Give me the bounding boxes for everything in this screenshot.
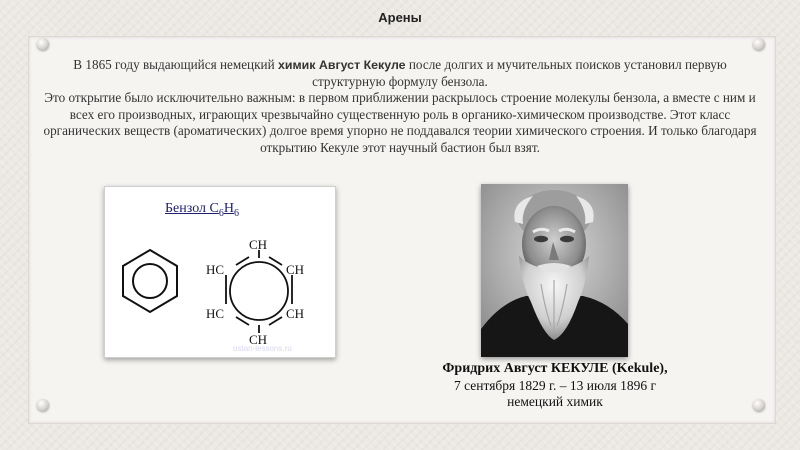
group-hc-lower-left: HC xyxy=(206,306,225,321)
caption-role: немецкий химик xyxy=(507,394,603,409)
intro-text-part2: после долгих и мучительных поисков установил первую структурную формулу бензола. xyxy=(312,57,727,89)
group-ch-upper-right: CH xyxy=(286,262,305,277)
benzene-formula-card xyxy=(104,186,336,358)
pin-bottom-right-icon xyxy=(753,399,765,411)
group-ch-top: CH xyxy=(249,237,268,252)
intro-text-part1: В 1865 году выдающийся немецкий xyxy=(73,57,275,72)
benzene-label-h: Н xyxy=(223,201,234,216)
group-ch-bottom: CH xyxy=(249,332,268,347)
caption-dates: 7 сентября 1829 г. – 13 июля 1896 г xyxy=(454,377,656,393)
caption-name: Фридрих Август КЕКУЛЕ (Kekule), xyxy=(442,361,668,376)
benzene-subscript-h: 6 xyxy=(233,207,239,219)
benzene-structural-formula xyxy=(206,237,304,347)
portrait-caption xyxy=(380,361,730,411)
slide-title: Арены xyxy=(378,10,422,25)
group-ch-lower-right: CH xyxy=(286,306,305,321)
benzene-subscript-c: 6 xyxy=(218,207,224,219)
kekule-portrait xyxy=(481,184,628,357)
portrait-image xyxy=(481,184,628,357)
benzene-structures-diagram xyxy=(105,187,335,357)
group-hc-upper-left: HC xyxy=(206,262,225,277)
benzene-label-text: Бензол С xyxy=(165,201,219,216)
intro-paragraph xyxy=(42,57,758,157)
pin-top-right-icon xyxy=(753,38,765,50)
intro-bold-chemist: химик Август Кекуле xyxy=(277,58,406,72)
intro-text-part3: Это открытие было исключительно важным: в первом приближении раскрылось строение молекулы бензола, а вместе с ним и всех его производных, играющих чрезвычайно существенную роль в органико-химическом производстве. Этот класс органических веществ (ароматических) долгое время упорно не поддавался теории химического строения. И только благодаря открытию Кекуле этот научный бастион был взят. xyxy=(43,90,757,155)
pin-bottom-left-icon xyxy=(37,399,49,411)
benzene-simple-ring-icon xyxy=(123,250,177,312)
watermark-text: ostan-lessons.ru xyxy=(233,344,292,353)
pin-top-left-icon xyxy=(37,38,49,50)
